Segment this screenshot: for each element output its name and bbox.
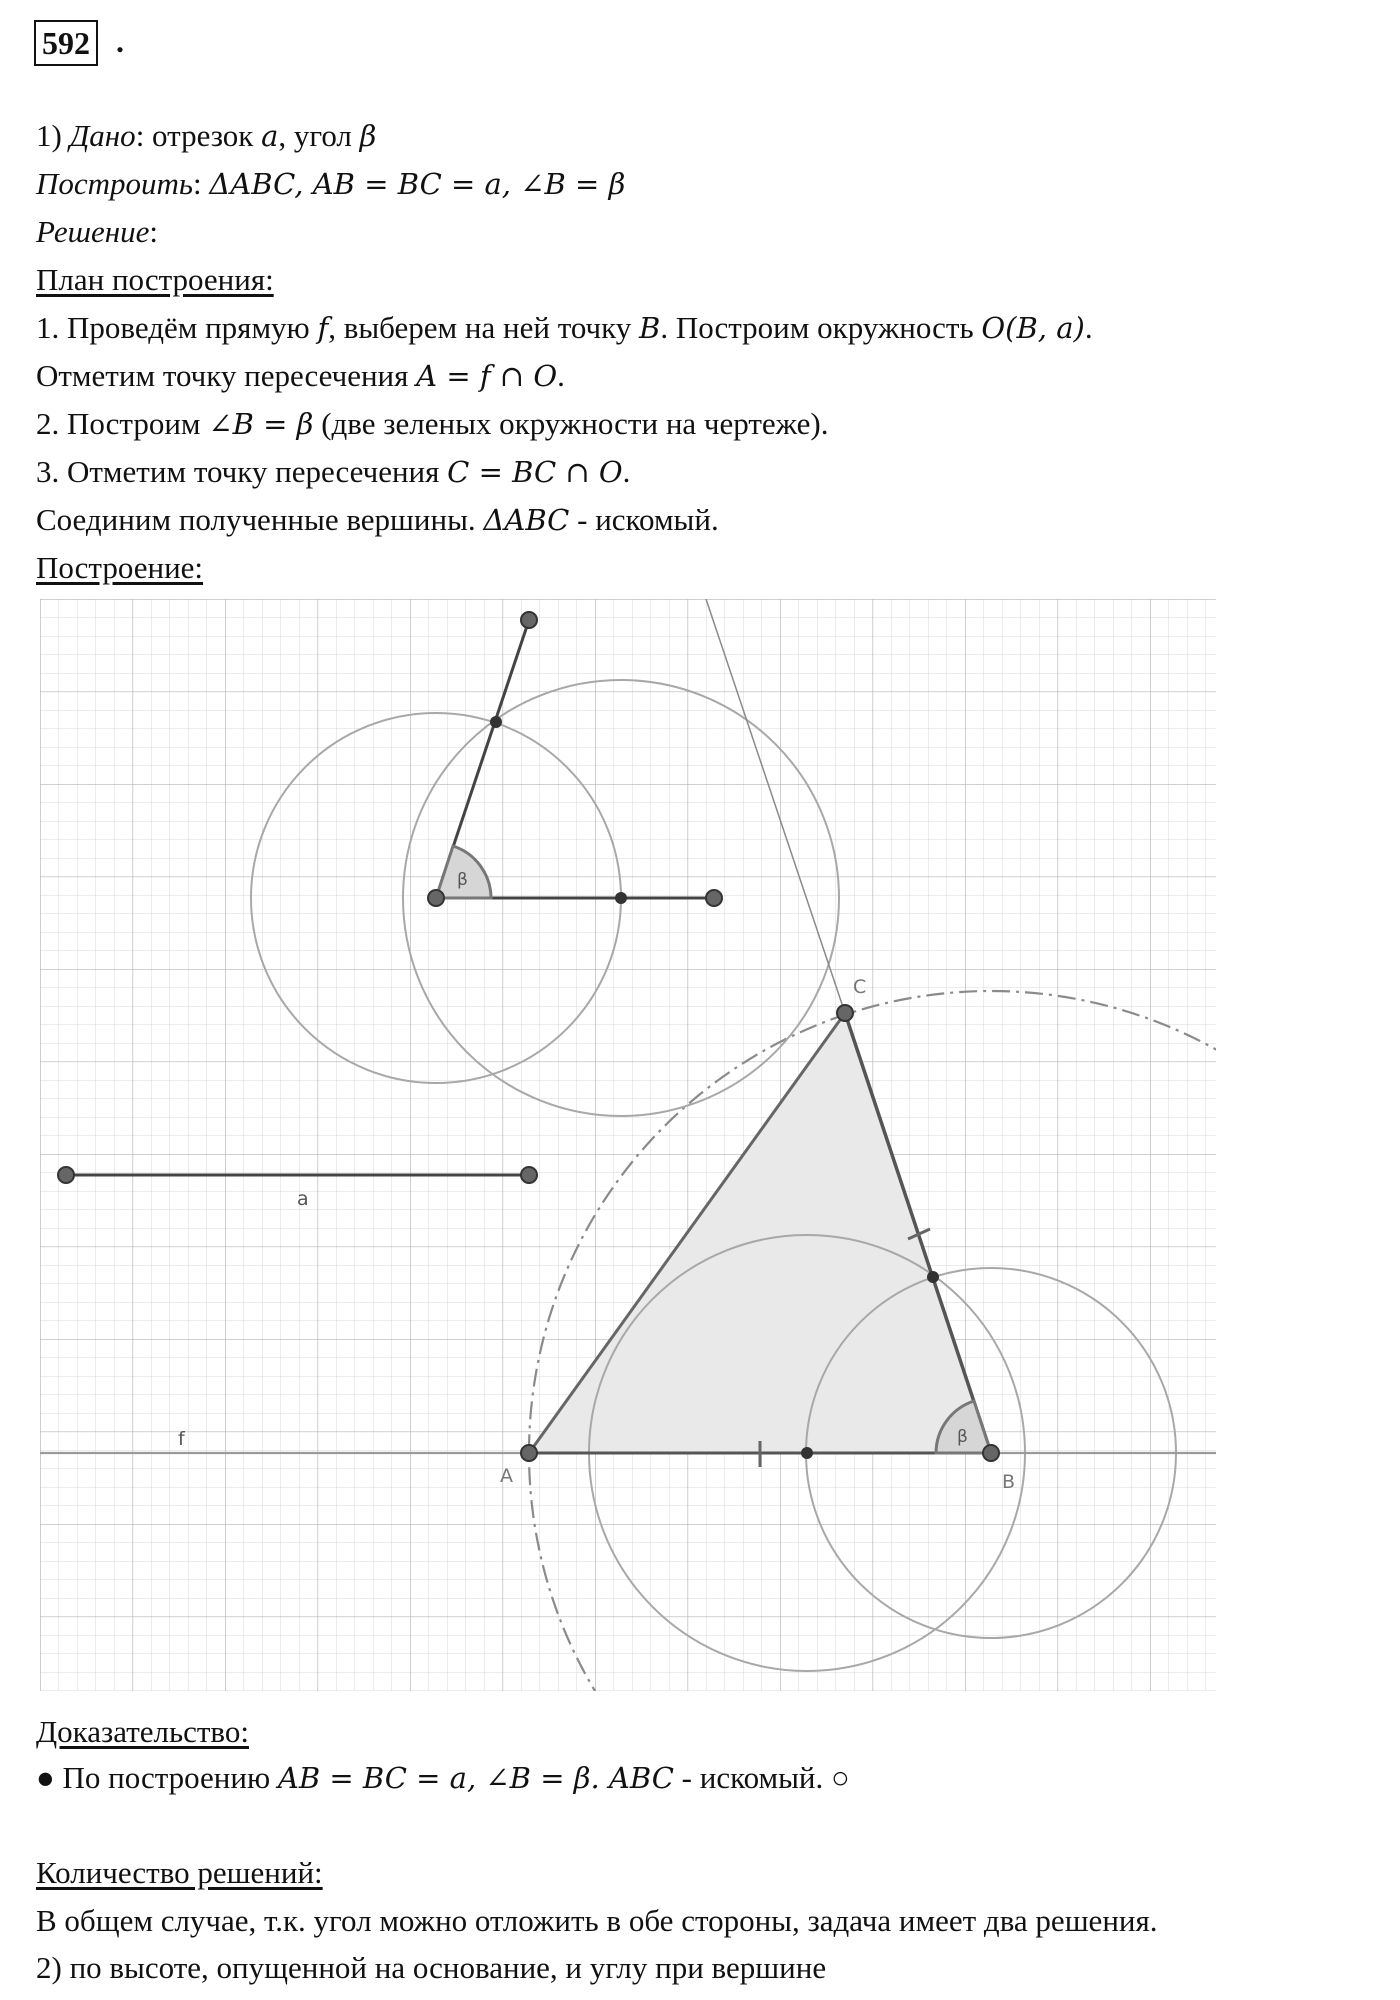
label-point-c: C (853, 976, 867, 998)
problem-number: 592 (34, 20, 98, 66)
proof-bullet: ● По построению (36, 1760, 278, 1795)
step1-line-f: f (317, 311, 329, 345)
point-b (983, 1445, 999, 1461)
point-segment-a-start (58, 1167, 74, 1183)
point-segment-a-end (521, 1167, 537, 1183)
proof-line (36, 1758, 850, 1798)
given-angle: β (359, 119, 377, 153)
solution-colon: : (149, 214, 158, 249)
construct-colon: : (193, 166, 210, 201)
given-label: Дано (69, 118, 136, 153)
step1e-text-a: Отметим точку пересечения (36, 358, 417, 393)
step1-text-c: . Построим окружность (660, 310, 982, 345)
point-c (837, 1005, 853, 1021)
count-heading: Количество решений: (36, 1855, 323, 1890)
step1-text-d: . (1084, 310, 1093, 345)
construct-formula: ΔABC, AB = BC = a, ∠B = β (209, 167, 626, 201)
intersection-point-upper-arc (490, 716, 502, 728)
intersection-point-upper-ray (615, 892, 627, 904)
point-angle-horizontal-end (706, 890, 722, 906)
grid (40, 599, 1216, 1691)
problem-number-dot: . (116, 23, 124, 59)
given-text: : отрезок (135, 118, 262, 153)
given-prefix: 1) (36, 118, 70, 153)
point-a (521, 1445, 537, 1461)
step4-text-a: Соединим полученные вершины. (36, 502, 484, 537)
solution-label: Решение (36, 214, 150, 249)
step3-text-b: . (622, 454, 631, 489)
label-segment-a: a (297, 1188, 309, 1210)
step2-text-b: (две зеленых окружности на чертеже). (313, 406, 829, 441)
step4-text-b: - искомый. (569, 502, 719, 537)
step1-circle: O(B, a) (981, 311, 1085, 345)
step2-text-a: 2. Построим (36, 406, 209, 441)
label-line-f: f (178, 1428, 185, 1450)
label-point-a: A (500, 1465, 513, 1487)
step3-formula: C = BC ∩ O (447, 455, 623, 489)
intersection-point-lower-line (801, 1447, 813, 1459)
proof-rest: - искомый. ○ (673, 1760, 850, 1795)
step1-text-a: 1. Проведём прямую (36, 310, 318, 345)
step1e-formula: A = f ∩ O (416, 359, 558, 393)
intersection-point-lower-side (927, 1271, 939, 1283)
step1-text-b: , выберем на ней точку (328, 310, 640, 345)
given-segment: a (261, 119, 279, 153)
part-2-text: 2) по высоте, опущенной на основание, и углу при вершине (36, 1950, 827, 1985)
given-sep: , угол (278, 118, 360, 153)
construct-label: Построить (36, 166, 194, 201)
label-beta-lower: β (957, 1427, 968, 1447)
label-point-b: B (1002, 1471, 1016, 1493)
construction-heading: Построение: (36, 550, 204, 585)
point-angle-end (521, 612, 537, 628)
count-text: В общем случае, т.к. угол можно отложить в обе стороны, задача имеет два решения. (36, 1903, 1158, 1938)
plan-heading: План построения: (36, 262, 274, 297)
point-angle-vertex (428, 890, 444, 906)
label-beta-upper: β (457, 870, 468, 890)
proof-heading: Доказательство: (36, 1714, 249, 1749)
step1e-text-b: . (557, 358, 565, 393)
step4-formula: ΔABC (483, 503, 570, 537)
proof-formula: AB = BC = a, ∠B = β. ABC (277, 1761, 674, 1795)
step2-formula: ∠B = β (208, 407, 314, 441)
step1-point-b: B (639, 311, 661, 345)
step3-text-a: 3. Отметим точку пересечения (36, 454, 448, 489)
